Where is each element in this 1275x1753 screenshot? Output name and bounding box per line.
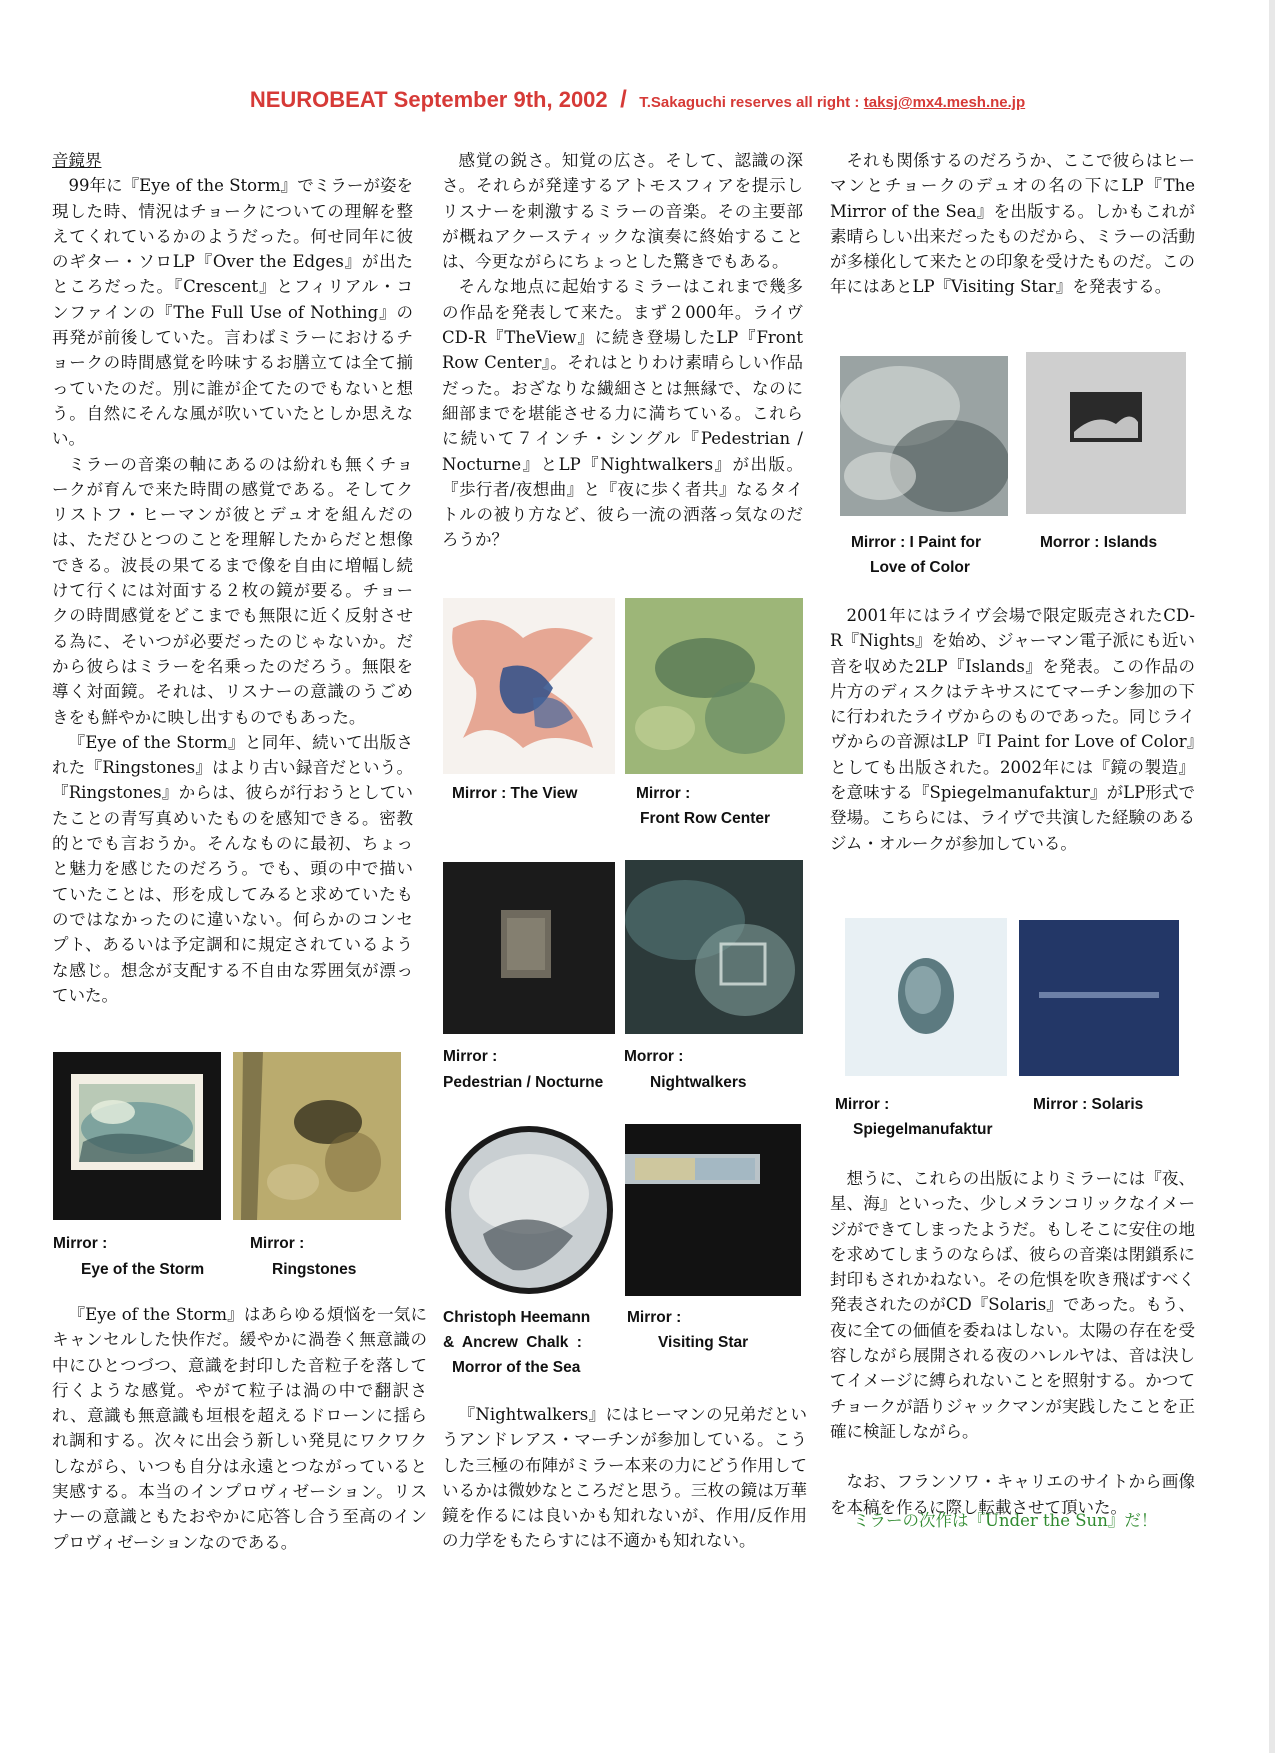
- caption: Morror :: [624, 1048, 684, 1065]
- section-heading: 音鏡界: [52, 151, 102, 170]
- caption: Mirror :: [636, 785, 691, 802]
- album-cover-spiegelmanufaktur: [845, 918, 1007, 1076]
- album-cover-eye-of-the-storm: [53, 1052, 221, 1220]
- caption: & Ancrew Chalk :: [443, 1334, 582, 1351]
- caption: Mirror :: [835, 1096, 890, 1113]
- caption: Front Row Center: [640, 810, 771, 827]
- album-cover-islands: [1026, 352, 1186, 514]
- paragraph: 2001年にはライヴ会場で限定販売されたCD-R『Nights』を始め、ジャーマン電子派にも近い音を収めた2LP『Islands』を発表。この作品の片方のディスクはテキサスにてマーチン参加の下に行われたライヴからのものであった。同じライヴからの音源はLP『I Paint for Love of Color』としても出版された。2002年には『鏡の製造』を意味する『Spiegelmanufaktur』がLP形式で登場。こちらには、ライヴで共演した経験のあるジム・オルークが参加している。: [830, 606, 1195, 853]
- paragraph: それも関係するのだろうか、ここで彼らはヒーマンとチョークのデュオの名の下にLP『The Mirror of the Sea』を出版する。しかもこれが素晴らしい出来だったものだから、ミラーの活動が多様化して来たとの印象を受けたものだ。この年にはあとLP『Visiting Star』を発表する。: [830, 151, 1195, 297]
- caption: Pedestrian / Nocturne: [443, 1074, 604, 1091]
- column-3-lower: [830, 1166, 1195, 1520]
- caption: Visiting Star: [658, 1334, 749, 1351]
- header-rights: T.Sakaguchi reserves all right :: [639, 94, 860, 111]
- caption: Love of Color: [870, 559, 970, 576]
- caption: Christoph Heemann: [443, 1309, 591, 1326]
- album-cover-solaris: [1019, 920, 1179, 1076]
- paragraph: そんな地点に起始するミラーはこれまで幾多の作品を発表して来た。まず２000年。ライヴCD-R『TheView』に続き登場したLP『Front Row Center』。それはとりわけ素晴らしい作品だった。おざなりな繊細さとは無縁で、なのに細部までを堪能させる力に満ちている。これらに続いて７インチ・シングル『Pedestrian / Nocturne』とLP『Nightwalkers』が出版。『歩行者/夜想曲』と『夜に歩く者共』なるタイトルの被り方など、彼ら一流の洒落っ気なのだろうか？: [442, 277, 803, 550]
- paragraph: なお、フランソワ・キャリエのサイトから画像を本稿を作るに際し転載させて頂いた。: [830, 1472, 1195, 1517]
- album-cover-mirror-of-the-sea: [443, 1124, 615, 1296]
- header-separator: /: [620, 86, 627, 113]
- paragraph: 『Eye of the Storm』はあらゆる煩悩を一気にキャンセルした快作だ。緩やかに渦巻く無意識の中にひとつづつ、意識を封印した音粒子を落して行くような感覚。やがて粒子は渦の中で翻訳され、意識も無意識も垣根を超えるドローンに揺られ調和する。次々に出会う新しい発見にワクワクしながら、いつも自分は永遠とつながっていると実感する。本当のインプロヴィゼーション。リスナーの意識ともたおやかに応答し合う至高のインプロヴィゼーションなのである。: [52, 1305, 428, 1552]
- album-cover-i-paint-for-love-of-color: [840, 356, 1008, 516]
- caption: Mirror :: [53, 1235, 108, 1252]
- paragraph: 『Nightwalkers』にはヒーマンの兄弟だというアンドレアス・マーチンが参加している。こうした三極の布陣がミラー本来の力にどう作用しているかは微妙なところだと思う。三枚の鏡は万華鏡を作るには良いかも知れないが、作用/反作用の力学をもたらすには不適かも知れない。: [442, 1405, 807, 1551]
- album-cover-pedestrian-nocturne: [443, 862, 615, 1034]
- caption: Spiegelmanufaktur: [853, 1121, 993, 1138]
- caption: Morror of the Sea: [452, 1359, 581, 1376]
- caption: Nightwalkers: [650, 1074, 747, 1091]
- caption: Mirror : The View: [452, 785, 578, 802]
- page-header: [0, 86, 1275, 114]
- caption: Mirror :: [443, 1048, 498, 1065]
- paragraph: 想うに、これらの出版によりミラーには『夜、星、海』といった、少しメランコリックなイメージができてしまったようだ。もしそこに安住の地を求めてしまうのならば、彼らの音楽は閉鎖系に封印もされかねない。その危惧を吹き飛ばすべく発表されたのがCD『Solaris』であった。もう、夜に全ての価値を委ねはしない。太陽の存在を受容しながら展開される夜のハレルヤは、音は決してイメージに縛られないことを照射する。かつてチョークが語りジャックマンが実践したことを正確に検証しながら。: [830, 1169, 1195, 1441]
- paragraph: 『Eye of the Storm』と同年、続いて出版された『Ringstones』はより古い録音だという。『Ringstones』からは、彼らが行おうとしていたことの青写真めいたものを感知できる。密教的とでも言おうか。そんなものに最初、ちょっと魅力を感じたのだろう。でも、頭の中で描いていたことは、形を成してみると求めていたものではなかったのに違いない。何らかのコンセプト、あるいは予定調和に規定されているような感じ。想念が支配する不自由な雰囲気が漂っていた。: [52, 732, 414, 1005]
- caption: Mirror :: [250, 1235, 305, 1252]
- column-1: [52, 148, 413, 1008]
- header-email-link[interactable]: taksj@mx4.mesh.ne.jp: [863, 94, 1026, 111]
- paragraph: 99年に『Eye of the Storm』でミラーが姿を現した時、情況はチョークについての理解を整えてくれているかのようだった。何せ同年に彼のギター・ソロLP『Over the Edges』が出たところだった。『Crescent』とフィリアル・コンファインの『The Full Use of Nothing』の再発が前後していた。言わばミラーにおけるチョークの時間感覚を吟味するお膳立ては全て揃っていたのだ。別に誰が企てたのでもないと想う。自然にそんな風が吹いていたとしか思えない。: [52, 176, 413, 449]
- header-title: NEUROBEAT September 9th, 2002: [249, 87, 608, 112]
- album-cover-front-row-center: [625, 598, 803, 774]
- column-1-lower: [52, 1302, 427, 1555]
- caption: Eye of the Storm: [81, 1261, 205, 1278]
- caption: Mirror :: [627, 1309, 682, 1326]
- column-2-lower: [442, 1402, 807, 1554]
- paragraph: ミラーの音楽の軸にあるのは紛れも無くチョークが育んで来た時間の感覚である。そしてクリストフ・ヒーマンが彼とデュオを組んだのは、ただひとつのことを理解したからだと想像できる。波長の果てるまで像を自由に増幅し続けて行くには対面する２枚の鏡が要る。チョークの時間感覚をどこまでも無限に近く反射させる為に、そいつが必要だったのじゃないか。だから彼らはミラーを名乗ったのだろう。無限を導く対面鏡。それは、リスナーの意識のうごめきをも鮮やかに映し出すものでもあった。: [52, 454, 413, 727]
- album-cover-ringstones: [233, 1052, 401, 1220]
- column-3: [830, 148, 1195, 300]
- closing-note: ミラーの次作は『Under the Sun』だ！: [853, 1511, 1158, 1530]
- album-cover-the-view: [443, 598, 615, 774]
- album-cover-nightwalkers: [625, 860, 803, 1034]
- caption: Mirror : I Paint for: [851, 534, 982, 551]
- column-2: [442, 148, 803, 553]
- album-cover-visiting-star: [625, 1124, 801, 1296]
- caption: Morror : Islands: [1040, 534, 1158, 551]
- paragraph: 感覚の鋭さ。知覚の広さ。そして、認識の深さ。それらが発達するアトモスフィアを提示しリスナーを刺激するミラーの音楽。その主要部が概ねアクースティックな演奏に終始することは、今更ながらにちょっとした驚きでもある。: [442, 151, 803, 272]
- caption: Ringstones: [272, 1261, 357, 1278]
- column-3-middle: [830, 603, 1195, 856]
- caption: Mirror : Solaris: [1033, 1096, 1144, 1113]
